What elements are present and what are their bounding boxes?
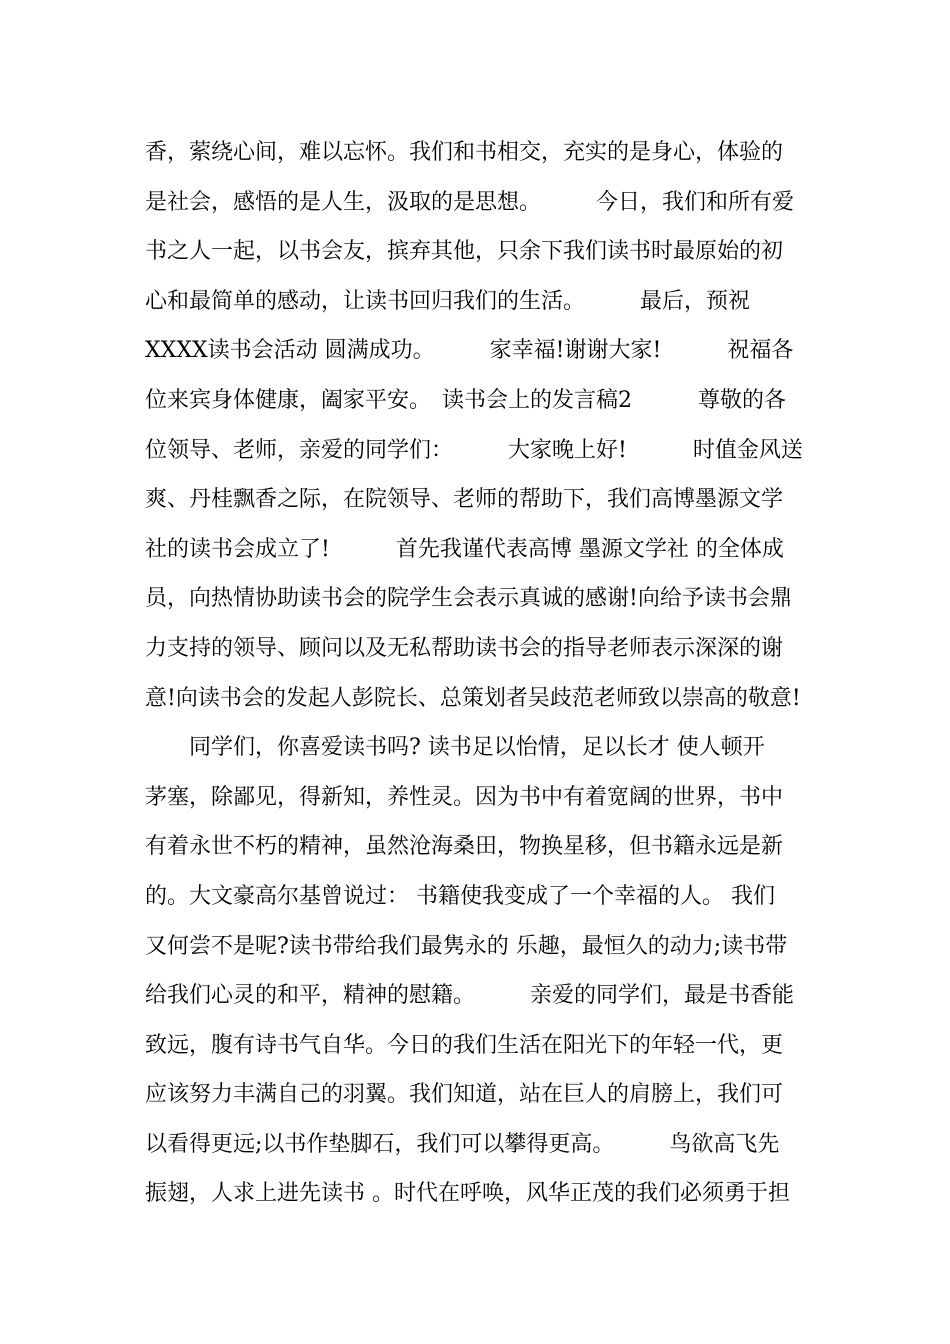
- text-line: 位领导、老师，亲爱的同学们： 大家晚上好! 时值金风送: [145, 437, 803, 463]
- text-line: 给我们心灵的和平，精神的慰籍。 亲爱的同学们，最是书香能: [145, 983, 795, 1009]
- text-line: 心和最简单的感动，让读书回归我们的生活。 最后，预祝: [145, 288, 751, 314]
- text-line: 以看得更远;以书作垫脚石，我们可以攀得更高。 鸟欲高飞先: [145, 1131, 780, 1157]
- text-line: 是社会，感悟的是人生，汲取的是思想。 今日，我们和所有爱: [145, 189, 795, 215]
- text-line: 爽、丹桂飘香之际，在院领导、老师的帮助下，我们高博墨源文学: [145, 487, 784, 513]
- text-line: 又何尝不是呢?读书带给我们最隽永的 乐趣，最恒久的动力;读书带: [145, 933, 788, 959]
- text-line: 茅塞，除鄙见，得新知，养性灵。因为书中有着宽阔的世界，书中: [145, 784, 784, 810]
- text-line: 员，向热情协助读书会的院学生会表示真诚的感谢!向给予读书会鼎: [145, 586, 792, 612]
- text-line: 书之人一起，以书会友，摈弃其他，只余下我们读书时最原始的初: [145, 239, 784, 265]
- text-line: 力支持的领导、顾问以及无私帮助读书会的指导老师表示深深的谢: [145, 635, 784, 661]
- text-line: 意!向读书会的发起人彭院长、总策划者吴歧范老师致以崇高的敬意!: [145, 685, 801, 711]
- speech-text: [145, 128, 825, 1219]
- text-line: 有着永世不朽的精神，虽然沧海桑田，物换星移，但书籍永远是新: [145, 834, 784, 860]
- text-line: 香，萦绕心间，难以忘怀。我们和书相交，充实的是身心，体验的: [145, 140, 784, 165]
- text-line: 同学们，你喜爱读书吗? 读书足以怡情，足以长才 使人顿开: [145, 735, 765, 761]
- text-line: XXXX读书会活动 圆满成功。 家幸福!谢谢大家! 祝福各: [145, 338, 794, 364]
- text-line: 应该努力丰满自己的羽翼。我们知道，站在巨人的肩膀上，我们可: [145, 1082, 784, 1108]
- text-line: 的。大文豪高尔基曾说过： 书籍使我变成了一个幸福的人。 我们: [145, 883, 775, 909]
- text-line: 致远，腹有诗书气自华。今日的我们生活在阳光下的年轻一代，更: [145, 1032, 784, 1058]
- text-line: 位来宾身体健康，阖家平安。 读书会上的发言稿2 尊敬的各: [145, 387, 786, 413]
- text-line: 社的读书会成立了! 首先我谨代表高博 墨源文学社 的全体成: [145, 536, 784, 562]
- text-line: 振翅，人求上进先读书 。时代在呼唤，风华正茂的我们必须勇于担: [145, 1181, 790, 1207]
